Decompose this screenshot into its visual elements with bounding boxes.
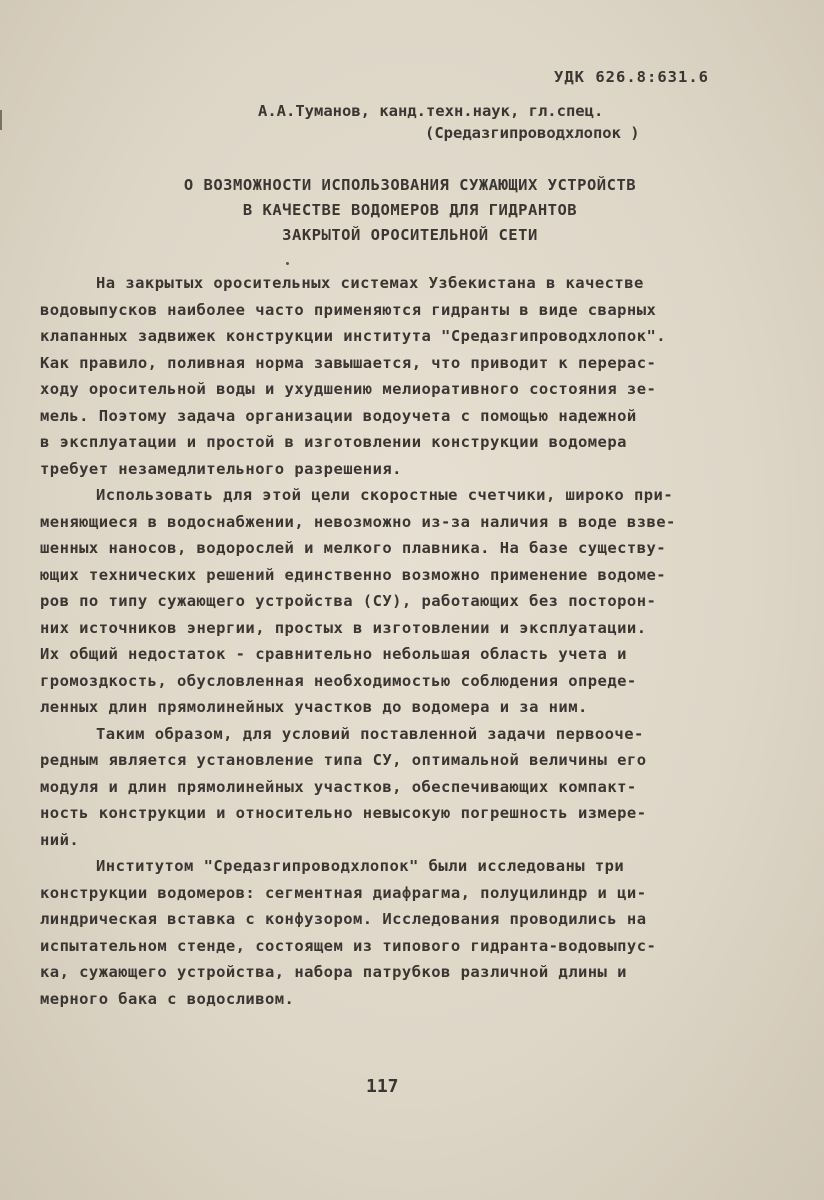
page-number: 117 [366,1076,399,1097]
page-edge-mark [0,110,2,130]
organization-line: (Средазгипроводхлопок ) [425,124,640,142]
body-text [40,270,740,1012]
text-line: На закрытых оросительных системах Узбекистана в качестве [96,274,644,292]
text-line: ющих технических решений единственно возможно применение водоме- [40,565,667,584]
text-line: редным является установление типа СУ, оптимальной величины его [40,751,647,769]
text-line: громоздкость, обусловленная необходимостью соблюдения опреде- [40,671,637,690]
text-line: модуля и длин прямолинейных участков, обеспечивающих компакт- [40,777,637,796]
text-line: водовыпусков наиболее часто применяются гидранты в виде сварных [40,300,657,319]
text-line: Институтом "Средазгипроводхлопок" были исследованы три [96,857,625,875]
text-line: мель. Поэтому задача организации водоучета с помощью надежной [40,406,637,425]
text-line: мерного бака с водосливом. [40,989,295,1008]
text-line: них источников энергии, простых в изготовлении и эксплуатации. [40,618,647,637]
ink-dot [286,262,289,265]
title-line: О ВОЗМОЖНОСТИ ИСПОЛЬЗОВАНИЯ СУЖАЮЩИХ УСТРОЙСТВ [183,176,637,194]
document-title [130,173,690,248]
text-line: испытательном стенде, состоящем из типового гидранта-водовыпус- [40,936,657,955]
text-line: шенных наносов, водорослей и мелкого плавника. На базе существу- [40,539,667,557]
text-line: ходу оросительной воды и ухудшению мелиоративного состояния зе- [40,380,657,398]
text-line: конструкции водомеров: сегментная диафрагма, полуцилиндр и ци- [40,883,647,902]
text-line: ний. [40,830,80,849]
text-line: клапанных задвижек конструкции института "Средазгипроводхлопок". [40,327,667,345]
udk-code: УДК 626.8:631.6 [554,68,709,86]
text-line: линдрическая вставка с конфузором. Исследования проводились на [40,910,647,928]
author-line: А.А.Туманов, канд.техн.наук, гл.спец. [258,102,604,120]
text-line: Их общий недостаток - сравнительно небольшая область учета и [40,645,627,663]
text-line: в эксплуатации и простой в изготовлении конструкции водомера [40,433,627,451]
text-line: ность конструкции и относительно невысокую погрешность измере- [40,804,647,822]
text-line: Как правило, поливная норма завышается, что приводит к перерас- [40,353,657,372]
text-line: меняющиеся в водоснабжении, невозможно из-за наличия в воде взве- [40,512,676,531]
title-line: ЗАКРЫТОЙ ОРОСИТЕЛЬНОЙ СЕТИ [282,226,538,244]
text-line: требует незамедлительного разрешения. [40,459,402,478]
title-line: В КАЧЕСТВЕ ВОДОМЕРОВ ДЛЯ ГИДРАНТОВ [242,201,578,219]
text-line: ленных длин прямолинейных участков до водомера и за ним. [40,698,588,716]
text-line: ка, сужающего устройства, набора патрубков различной длины и [40,963,627,981]
text-line: Таким образом, для условий поставленной задачи первооче- [96,724,644,743]
text-line: ров по типу сужающего устройства (СУ), работающих без посторон- [40,592,657,610]
text-line: Использовать для этой цели скоростные счетчики, широко при- [96,486,674,504]
